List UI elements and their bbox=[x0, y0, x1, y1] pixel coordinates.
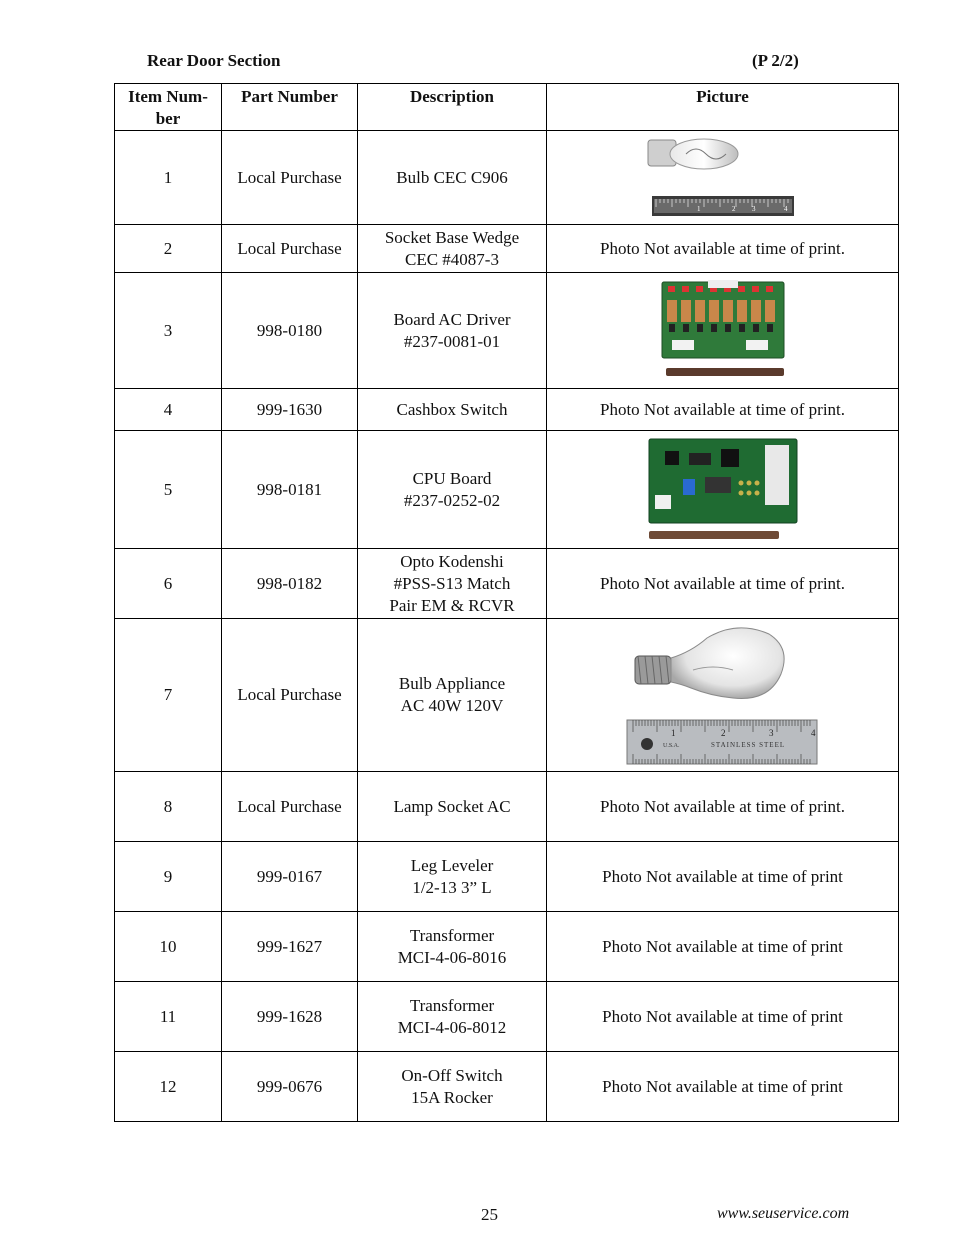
description-line: AC 40W 120V bbox=[400, 696, 504, 715]
column-header-description: Description bbox=[358, 84, 547, 131]
ac-driver-board-icon bbox=[658, 278, 788, 384]
ruler-tick-label: 2 bbox=[731, 204, 735, 213]
part-photo bbox=[551, 136, 894, 220]
description-line: Pair EM & RCVR bbox=[389, 595, 515, 615]
picture-cell bbox=[547, 912, 899, 982]
picture-cell bbox=[547, 431, 899, 549]
description-cell bbox=[358, 225, 547, 273]
description-line: MCI-4-06-8012 bbox=[397, 1017, 507, 1037]
small-ruler-icon bbox=[652, 196, 794, 216]
appliance-bulb-icon bbox=[623, 622, 823, 768]
table-row bbox=[115, 431, 899, 549]
part-number-cell: Local Purchase bbox=[222, 131, 358, 225]
description-cell bbox=[358, 772, 547, 842]
description-line: Cashbox Switch bbox=[396, 399, 508, 419]
description-line: On-Off Switch bbox=[401, 1065, 503, 1085]
table-row bbox=[115, 131, 899, 225]
description-line: #237-0081-01 bbox=[403, 331, 501, 351]
description-line: Opto Kodenshi bbox=[400, 551, 504, 571]
part-photo bbox=[551, 278, 894, 384]
description-line: Bulb CEC C906 bbox=[396, 167, 508, 187]
part-number-cell: Local Purchase bbox=[222, 619, 358, 772]
photo-unavailable-text: Photo Not available at time of print bbox=[602, 866, 843, 886]
photo-unavailable-text: Photo Not available at time of print. bbox=[599, 573, 846, 593]
picture-cell bbox=[547, 842, 899, 912]
item-number-cell: 7 bbox=[115, 619, 222, 772]
part-number-cell: Local Purchase bbox=[222, 772, 358, 842]
description-line: Bulb Appliance bbox=[398, 674, 506, 693]
ruler-tick-label: 2 bbox=[720, 728, 725, 738]
picture-cell bbox=[547, 225, 899, 273]
ruler-tick-label: 3 bbox=[751, 204, 755, 213]
item-number-cell: 9 bbox=[115, 842, 222, 912]
table-row bbox=[115, 982, 899, 1052]
table-row bbox=[115, 1052, 899, 1122]
part-number-cell: 999-0676 bbox=[222, 1052, 358, 1122]
description-cell bbox=[358, 131, 547, 225]
description-line: MCI-4-06-8016 bbox=[397, 947, 507, 967]
description-line: Lamp Socket AC bbox=[393, 796, 511, 816]
item-number-cell: 12 bbox=[115, 1052, 222, 1122]
picture-cell bbox=[547, 619, 899, 772]
cpu-board-icon bbox=[645, 435, 801, 545]
item-number-cell: 1 bbox=[115, 131, 222, 225]
description-cell bbox=[358, 549, 547, 619]
description-cell bbox=[358, 1052, 547, 1122]
description-line: CPU Board bbox=[412, 468, 492, 488]
item-number-cell: 11 bbox=[115, 982, 222, 1052]
description-line: #237-0252-02 bbox=[403, 490, 501, 510]
description-line: Transformer bbox=[409, 995, 495, 1015]
description-cell bbox=[358, 982, 547, 1052]
photo-unavailable-text: Photo Not available at time of print bbox=[602, 936, 843, 956]
ruler-tick-label: 3 bbox=[768, 728, 773, 738]
ruler-tick-label: 4 bbox=[783, 204, 787, 213]
description-cell bbox=[358, 389, 547, 431]
item-number-cell: 2 bbox=[115, 225, 222, 273]
description-line: 15A Rocker bbox=[411, 1087, 493, 1107]
column-header-picture: Picture bbox=[547, 84, 899, 131]
part-number-cell: 999-0167 bbox=[222, 842, 358, 912]
part-photo bbox=[551, 622, 894, 768]
part-number-cell: 998-0180 bbox=[222, 273, 358, 389]
description-cell bbox=[358, 619, 547, 772]
picture-cell bbox=[547, 982, 899, 1052]
description-cell bbox=[358, 912, 547, 982]
description-cell bbox=[358, 273, 547, 389]
table-row bbox=[115, 772, 899, 842]
website-url: www.seuservice.com bbox=[717, 1205, 850, 1222]
table-row bbox=[115, 549, 899, 619]
description-line: Board AC Driver bbox=[393, 309, 511, 329]
photo-unavailable-text: Photo Not available at time of print bbox=[602, 1076, 843, 1096]
picture-cell bbox=[547, 131, 899, 225]
picture-cell bbox=[547, 772, 899, 842]
table-header-row bbox=[115, 84, 899, 131]
photo-unavailable-text: Photo Not available at time of print. bbox=[599, 796, 846, 816]
wedge-bulb-icon bbox=[638, 136, 808, 220]
ruler-origin-text: U.S.A. bbox=[662, 743, 680, 749]
item-number-cell: 10 bbox=[115, 912, 222, 982]
page-reference: (P 2/2) bbox=[752, 51, 799, 70]
description-line: Leg Leveler bbox=[410, 855, 494, 875]
part-number-cell: Local Purchase bbox=[222, 225, 358, 273]
item-number-cell: 8 bbox=[115, 772, 222, 842]
item-number-cell: 6 bbox=[115, 549, 222, 619]
column-header-item-number: Item Num- ber bbox=[115, 84, 222, 131]
picture-cell bbox=[547, 389, 899, 431]
description-line: CEC #4087-3 bbox=[405, 249, 499, 269]
table-row bbox=[115, 273, 899, 389]
picture-cell bbox=[547, 549, 899, 619]
description-line: Socket Base Wedge bbox=[384, 227, 520, 247]
part-photo bbox=[551, 435, 894, 545]
part-number-cell: 999-1628 bbox=[222, 982, 358, 1052]
table-row bbox=[115, 389, 899, 431]
table-row bbox=[115, 619, 899, 772]
ruler-tick-label: 4 bbox=[810, 728, 815, 738]
photo-unavailable-text: Photo Not available at time of print. bbox=[599, 399, 846, 419]
table-row bbox=[115, 225, 899, 273]
page-number: 25 bbox=[481, 1205, 498, 1224]
section-title: Rear Door Section bbox=[147, 51, 281, 70]
photo-unavailable-text: Photo Not available at time of print bbox=[602, 1006, 843, 1026]
ruler-caption-text: STAINLESS STEEL bbox=[710, 741, 785, 749]
description-line: Transformer bbox=[409, 925, 495, 945]
part-number-cell: 998-0182 bbox=[222, 549, 358, 619]
item-number-cell: 3 bbox=[115, 273, 222, 389]
ruler-tick-label: 1 bbox=[670, 728, 675, 738]
picture-cell bbox=[547, 1052, 899, 1122]
ruler-tick-label: 1 bbox=[696, 204, 700, 213]
item-number-cell: 4 bbox=[115, 389, 222, 431]
column-header-part-number: Part Number bbox=[222, 84, 358, 131]
parts-table bbox=[114, 83, 899, 1122]
description-line: #PSS-S13 Match bbox=[393, 573, 511, 593]
item-number-cell: 5 bbox=[115, 431, 222, 549]
description-cell bbox=[358, 431, 547, 549]
picture-cell bbox=[547, 273, 899, 389]
part-number-cell: 999-1630 bbox=[222, 389, 358, 431]
table-row bbox=[115, 842, 899, 912]
description-line: 1/2-13 3” L bbox=[412, 877, 492, 897]
table-row bbox=[115, 912, 899, 982]
part-number-cell: 998-0181 bbox=[222, 431, 358, 549]
photo-unavailable-text: Photo Not available at time of print. bbox=[599, 238, 846, 258]
description-cell bbox=[358, 842, 547, 912]
part-number-cell: 999-1627 bbox=[222, 912, 358, 982]
